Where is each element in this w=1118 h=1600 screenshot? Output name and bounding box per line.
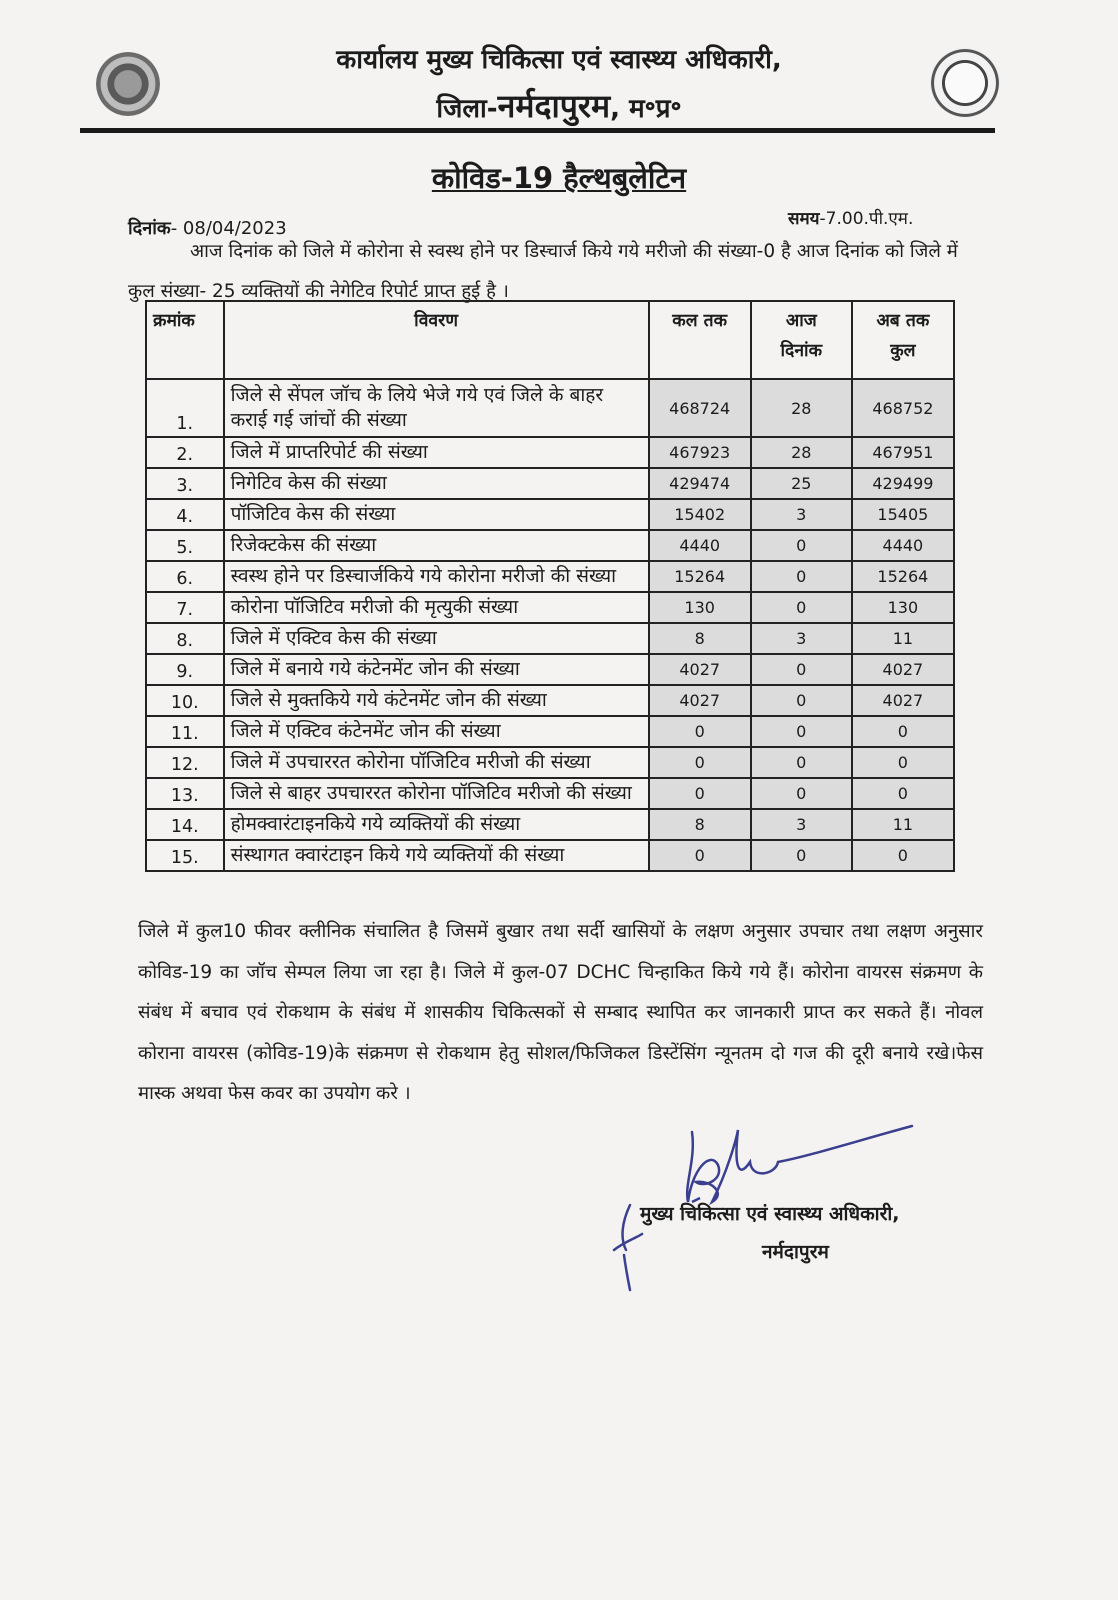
row-desc-cell: निगेटिव केस की संख्या (224, 468, 649, 499)
row-today-cell: 3 (751, 499, 852, 530)
signatory-title: मुख्य चिकित्सा एवं स्वास्थ्य अधिकारी, (640, 1203, 900, 1225)
row-sn-cell: 2. (146, 437, 224, 468)
row-till-yesterday-cell: 4440 (649, 530, 751, 561)
row-desc-cell: रिजेक्टकेस की संख्या (224, 530, 649, 561)
intro-paragraph: आज दिनांक को जिले में कोरोना से स्वस्थ होने पर डिस्चार्ज किये गये मरीजो की संख्या-0 है आज दिनांक को जिले में कुल संख्या- 25 व्यक्तियों की नेगेटिव रिपोर्ट प्राप्त हुई है । (128, 241, 958, 302)
row-today-cell: 28 (751, 379, 852, 437)
bulletin-table (145, 300, 955, 872)
row-total-cell: 467951 (852, 437, 954, 468)
bulletin-date: दिनांक- 08/04/2023 (128, 218, 287, 239)
row-total-cell: 429499 (852, 468, 954, 499)
table-row (146, 530, 954, 561)
row-total-cell: 15405 (852, 499, 954, 530)
row-desc-cell: होमक्वारंटाइनकिये गये व्यक्तियों की संख्या (224, 809, 649, 840)
row-till-yesterday-cell: 0 (649, 716, 751, 747)
row-today-cell: 0 (751, 840, 852, 871)
row-sn-cell: 4. (146, 499, 224, 530)
row-sn-cell: 5. (146, 530, 224, 561)
row-desc-cell: जिले में प्राप्तरिपोर्ट की संख्या (224, 437, 649, 468)
table-body (146, 379, 954, 871)
row-total-cell: 0 (852, 840, 954, 871)
row-today-cell: 3 (751, 809, 852, 840)
advisory-paragraph: जिले में कुल10 फीवर क्लीनिक संचालित है जिसमें बुखार तथा सर्दी खासियों के लक्षण अनुसार उपचार तथा लक्षण अनुसार कोविड-19 का जॉच सेम्पल लिया जा रहा है। जिले में कुल-07 DCHC चिन्हाकित किये गये हैं। कोरोना वायरस संक्रमण के संबंध में बचाव एवं रोकथाम के संबंध में शासकीय चिकित्सकों से सम्बाद स्थापित कर जानकारी प्राप्त कर सकते हैं। नोवल कोराना वायरस (कोविड-19)के संक्रमण से रोकथाम हेतु सोशल/फिजिकल डिस्टेंसिंग न्यूनतम दो गज की दूरी बनाये रखे।फेस मास्क अथवा फेस कवर का उपयोग करे । (138, 921, 983, 1104)
district-name: नर्मदापुरम (497, 87, 611, 125)
table-row (146, 747, 954, 778)
row-sn-cell: 1. (146, 379, 224, 437)
row-total-cell: 4027 (852, 685, 954, 716)
row-desc-cell: जिले में उपचाररत कोरोना पॉजिटिव मरीजो की संख्या (224, 747, 649, 778)
row-till-yesterday-cell: 8 (649, 809, 751, 840)
row-today-cell: 0 (751, 685, 852, 716)
row-total-cell: 11 (852, 623, 954, 654)
row-sn-cell: 9. (146, 654, 224, 685)
row-till-yesterday-cell: 429474 (649, 468, 751, 499)
district-line: जिला-नर्मदापुरम, म॰प्र॰ (436, 87, 682, 125)
row-sn-cell: 6. (146, 561, 224, 592)
row-till-yesterday-cell: 8 (649, 623, 751, 654)
bulletin-time: समय-7.00.पी.एम. (788, 209, 914, 229)
row-today-cell: 25 (751, 468, 852, 499)
office-title: कार्यालय मुख्य चिकित्सा एवं स्वास्थ्य अधिकारी, (336, 45, 782, 75)
table-row (146, 685, 954, 716)
table-row (146, 437, 954, 468)
row-till-yesterday-cell: 4027 (649, 654, 751, 685)
table-row (146, 654, 954, 685)
row-desc-cell: पॉजिटिव केस की संख्या (224, 499, 649, 530)
table-row (146, 716, 954, 747)
row-till-yesterday-cell: 0 (649, 778, 751, 809)
row-total-cell: 4027 (852, 654, 954, 685)
row-sn-cell: 3. (146, 468, 224, 499)
row-sn-cell: 10. (146, 685, 224, 716)
table-header-row (146, 301, 954, 379)
row-till-yesterday-cell: 0 (649, 747, 751, 778)
row-desc-cell: जिले से मुक्तकिये गये कंटेनमेंट जोन की संख्या (224, 685, 649, 716)
row-today-cell: 0 (751, 716, 852, 747)
row-till-yesterday-cell: 15264 (649, 561, 751, 592)
row-today-cell: 0 (751, 654, 852, 685)
row-desc-cell: कोरोना पॉजिटिव मरीजो की मृत्युकी संख्या (224, 592, 649, 623)
table-row (146, 778, 954, 809)
row-sn-cell: 12. (146, 747, 224, 778)
row-today-cell: 0 (751, 747, 852, 778)
row-sn-cell: 14. (146, 809, 224, 840)
row-today-cell: 28 (751, 437, 852, 468)
row-today-cell: 3 (751, 623, 852, 654)
bulletin-title: कोविड-19 हैल्थबुलेटिन (431, 161, 687, 195)
row-total-cell: 11 (852, 809, 954, 840)
row-till-yesterday-cell: 4027 (649, 685, 751, 716)
row-till-yesterday-cell: 130 (649, 592, 751, 623)
table-row (146, 561, 954, 592)
row-today-cell: 0 (751, 561, 852, 592)
row-desc-cell: संस्थागत क्वारंटाइन किये गये व्यक्तियों की संख्या (224, 840, 649, 871)
table-row (146, 499, 954, 530)
table-row (146, 623, 954, 654)
header-divider (80, 128, 995, 133)
row-today-cell: 0 (751, 530, 852, 561)
header-desc: विवरण (224, 301, 649, 379)
row-today-cell: 0 (751, 778, 852, 809)
row-desc-cell: जिले में एक्टिव केस की संख्या (224, 623, 649, 654)
signatory-district: नर्मदापुरम (762, 1241, 829, 1263)
row-desc-cell: जिले से सेंपल जॉच के लिये भेजे गये एवं जिले के बाहर कराई गई जांचों की संख्या (224, 379, 649, 437)
table-row (146, 379, 954, 437)
header-till-yesterday: कल तक (649, 301, 751, 379)
row-total-cell: 4440 (852, 530, 954, 561)
row-desc-cell: जिले में बनाये गये कंटेनमेंट जोन की संख्या (224, 654, 649, 685)
row-till-yesterday-cell: 468724 (649, 379, 751, 437)
row-desc-cell: स्वस्थ होने पर डिस्चार्जकिये गये कोरोना मरीजो की संख्या (224, 561, 649, 592)
row-total-cell: 0 (852, 747, 954, 778)
row-desc-cell: जिले में एक्टिव कंटेनमेंट जोन की संख्या (224, 716, 649, 747)
row-total-cell: 15264 (852, 561, 954, 592)
row-sn-cell: 8. (146, 623, 224, 654)
table-row (146, 809, 954, 840)
row-till-yesterday-cell: 15402 (649, 499, 751, 530)
header-total: अब तक कुल (852, 301, 954, 379)
table-row (146, 592, 954, 623)
table-row (146, 840, 954, 871)
row-till-yesterday-cell: 0 (649, 840, 751, 871)
header-today: आज दिनांक (751, 301, 852, 379)
row-total-cell: 468752 (852, 379, 954, 437)
row-desc-cell: जिले से बाहर उपचाररत कोरोना पॉजिटिव मरीजो की संख्या (224, 778, 649, 809)
row-total-cell: 0 (852, 778, 954, 809)
row-total-cell: 0 (852, 716, 954, 747)
row-sn-cell: 11. (146, 716, 224, 747)
row-sn-cell: 15. (146, 840, 224, 871)
row-today-cell: 0 (751, 592, 852, 623)
header-sn: क्रमांक (146, 301, 224, 379)
row-total-cell: 130 (852, 592, 954, 623)
row-sn-cell: 7. (146, 592, 224, 623)
row-till-yesterday-cell: 467923 (649, 437, 751, 468)
row-sn-cell: 13. (146, 778, 224, 809)
table-row (146, 468, 954, 499)
